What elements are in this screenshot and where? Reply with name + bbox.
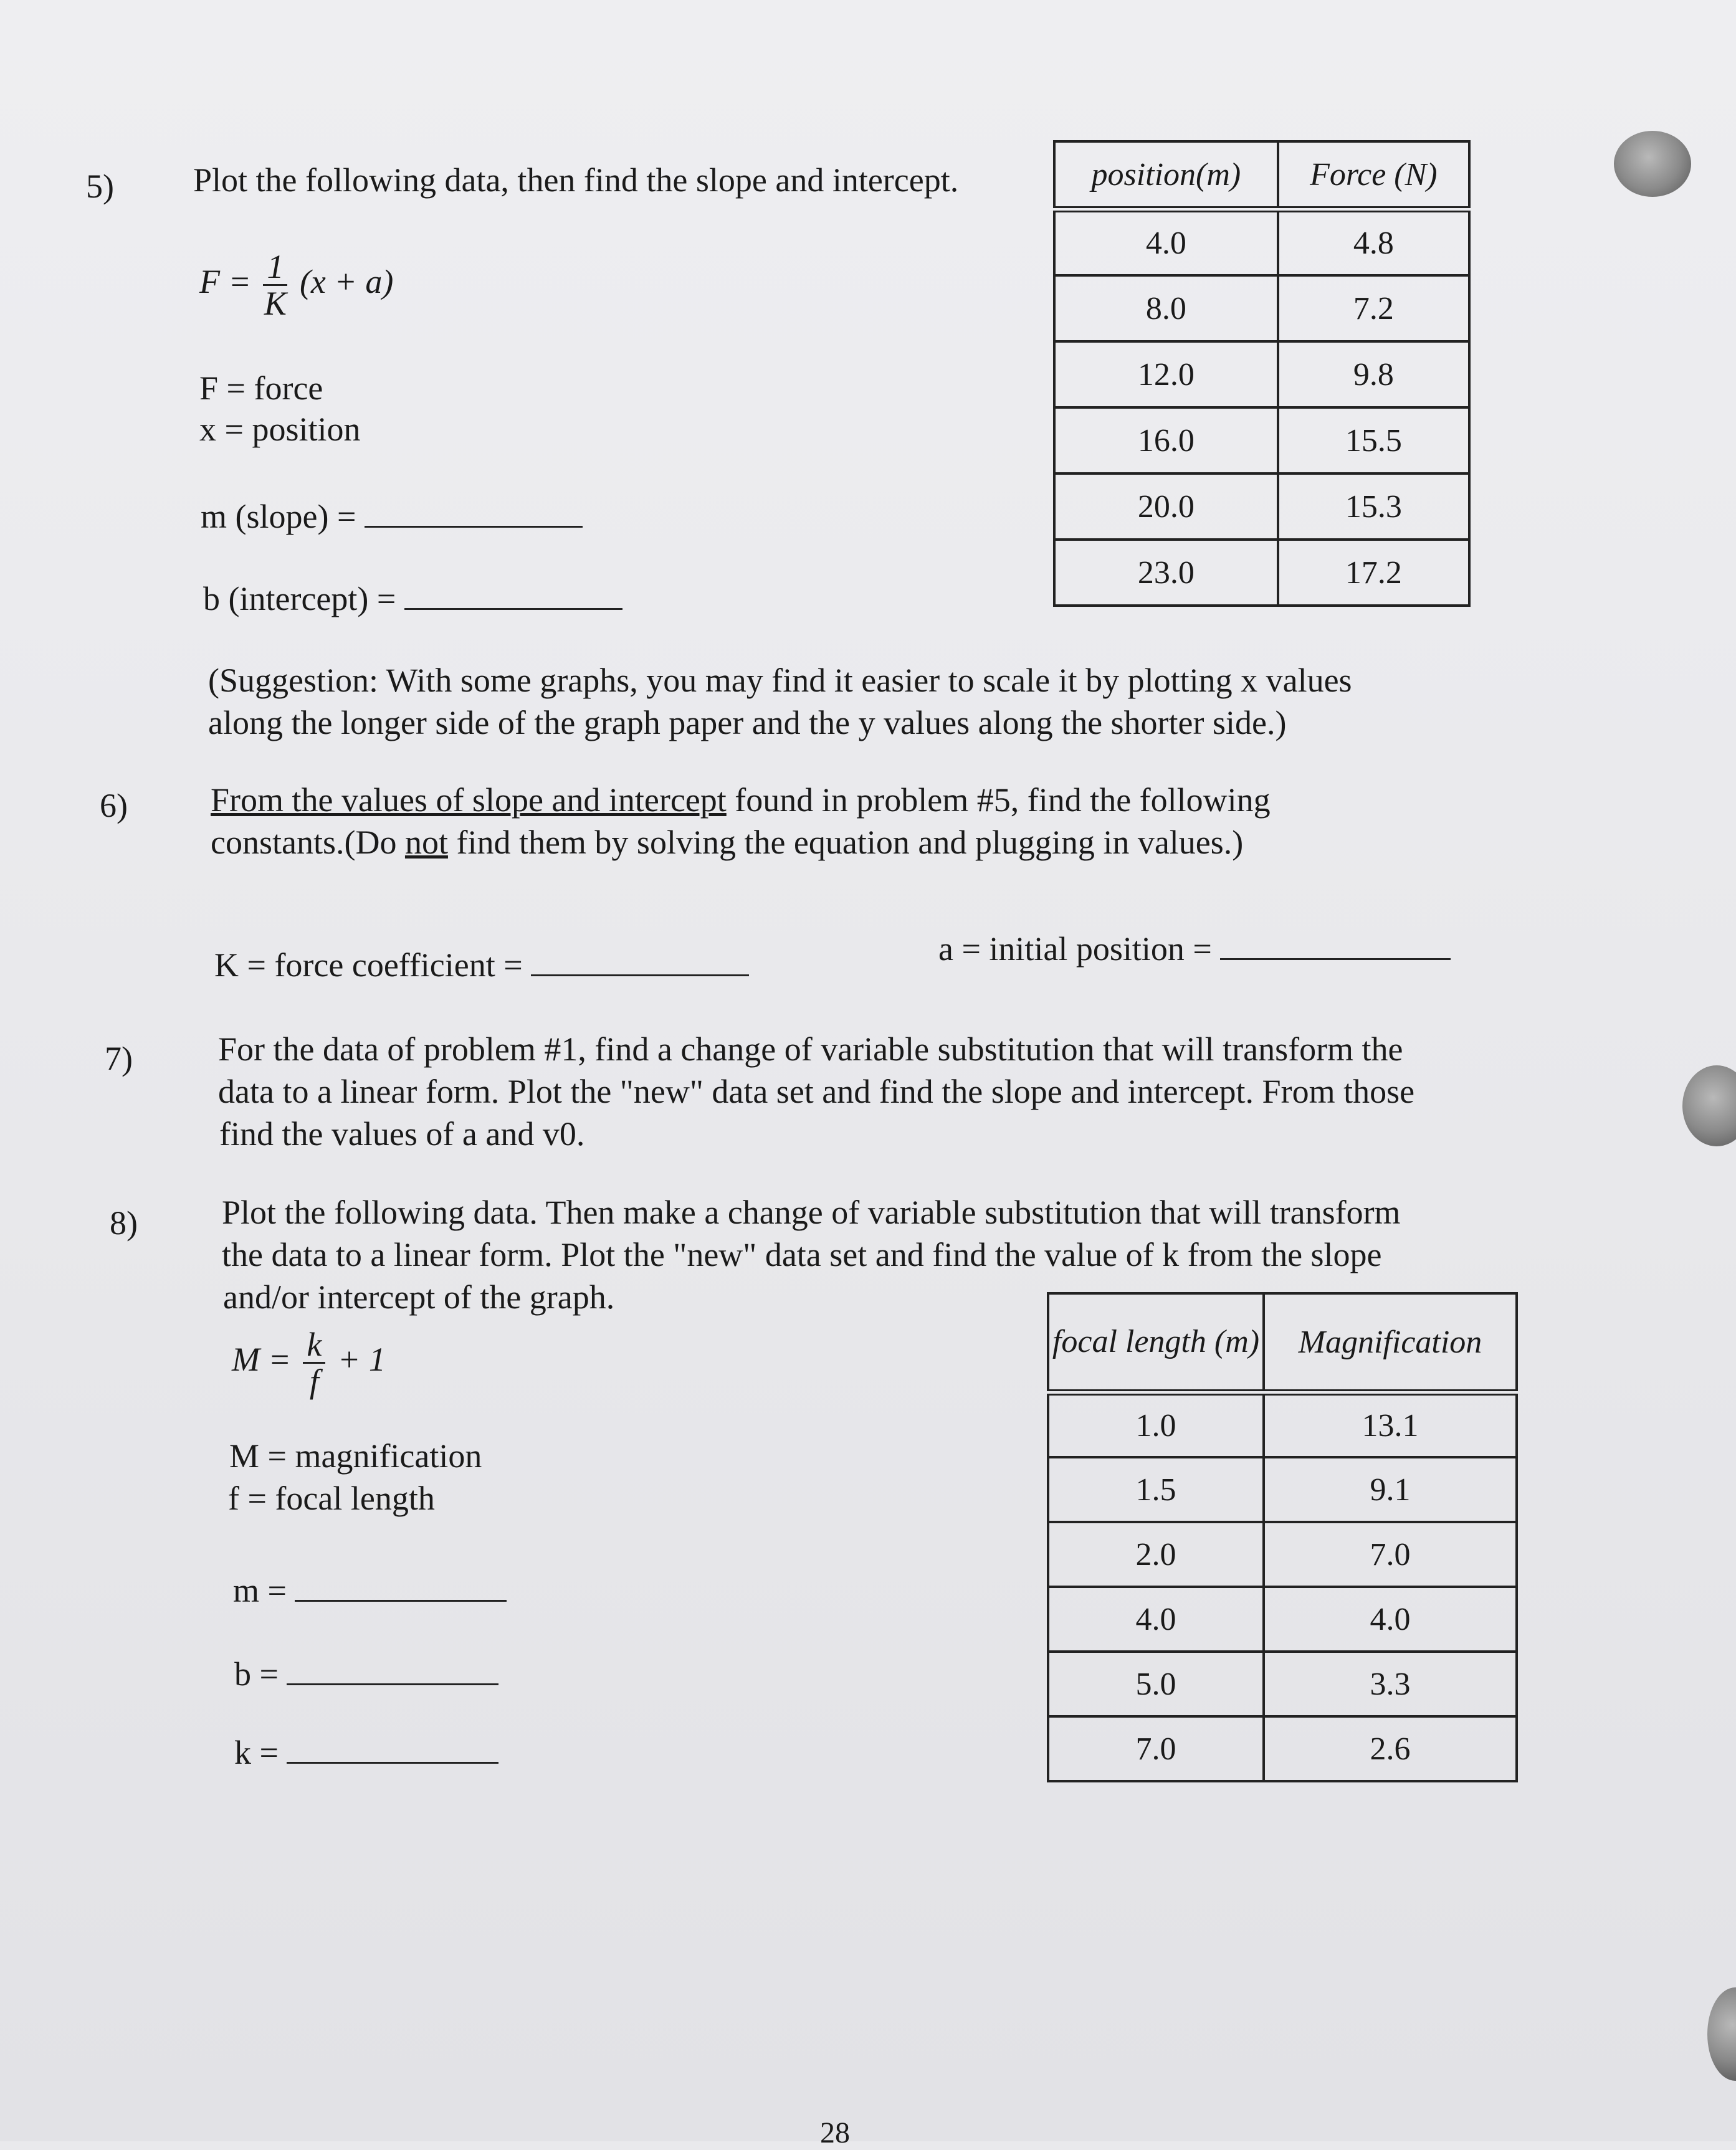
table-cell: 1.0 <box>1048 1392 1264 1457</box>
intercept-answer-line <box>203 578 622 621</box>
intercept-label: b (intercept) = <box>203 580 396 617</box>
initial-position-blank[interactable] <box>1220 933 1451 960</box>
problem-5-equation <box>199 249 393 321</box>
table-row <box>1054 407 1469 473</box>
definition-position: x = position <box>199 411 361 448</box>
table-cell: 4.8 <box>1278 209 1469 275</box>
problem-5-heading: Plot the following data, then find the slope and intercept. <box>193 161 959 199</box>
fraction-numerator: k <box>303 1327 325 1364</box>
table-row <box>1048 1522 1517 1587</box>
problem-7-line-1: For the data of problem #1, find a change of variable substitution that will transform the <box>218 1030 1403 1068</box>
problem-5-number: 5) <box>86 168 114 205</box>
table-cell: 8.0 <box>1054 275 1278 341</box>
m-label: m = <box>233 1572 287 1609</box>
fraction-numerator: 1 <box>263 249 287 286</box>
force-coefficient-line <box>214 944 749 987</box>
force-coefficient-label: K = force coefficient = <box>214 946 523 984</box>
table-row <box>1048 1457 1517 1522</box>
table-cell: 20.0 <box>1054 473 1278 540</box>
k-label: k = <box>234 1734 279 1771</box>
fraction-denominator: f <box>309 1363 319 1400</box>
definition-magnification: M = magnification <box>229 1437 482 1475</box>
b-answer-line <box>234 1653 498 1696</box>
focal-length-magnification-table <box>1047 1292 1518 1782</box>
problem-6-line-2 <box>211 821 1243 863</box>
problem-7-line-2: data to a linear form. Plot the "new" data set and find the slope and intercept. From those <box>218 1073 1415 1110</box>
table-cell: 16.0 <box>1054 407 1278 473</box>
binder-hole-top <box>1614 131 1691 197</box>
table-row <box>1054 341 1469 407</box>
position-force-table <box>1053 140 1471 607</box>
table-cell: 15.3 <box>1278 473 1469 540</box>
intercept-blank[interactable] <box>404 583 622 610</box>
problem-7-line-3: find the values of a and v0. <box>219 1115 585 1153</box>
slope-label: m (slope) = <box>201 498 356 535</box>
m-answer-line <box>233 1570 507 1612</box>
table-cell: 4.0 <box>1054 209 1278 275</box>
table-cell: 4.0 <box>1264 1587 1517 1652</box>
table-cell: 9.1 <box>1264 1457 1517 1522</box>
problem-7-number: 7) <box>105 1040 133 1077</box>
table-row <box>1048 1652 1517 1716</box>
table-header: Magnification <box>1264 1293 1517 1392</box>
table-cell: 7.2 <box>1278 275 1469 341</box>
table-cell: 2.0 <box>1048 1522 1264 1587</box>
table-row <box>1054 275 1469 341</box>
table-cell: 15.5 <box>1278 407 1469 473</box>
problem-8-number: 8) <box>110 1204 138 1242</box>
table-row <box>1054 473 1469 540</box>
table-row <box>1054 540 1469 606</box>
problem-6-number: 6) <box>100 787 128 824</box>
suggestion-line-2: along the longer side of the graph paper and the y values along the shorter side.) <box>208 704 1287 741</box>
table-cell: 9.8 <box>1278 341 1469 407</box>
table-cell: 13.1 <box>1264 1392 1517 1457</box>
table-cell: 12.0 <box>1054 341 1278 407</box>
b-blank[interactable] <box>287 1658 498 1685</box>
text-span: constants.(Do <box>211 824 405 861</box>
initial-position-label: a = initial position = <box>938 930 1212 968</box>
problem-8-line-1: Plot the following data. Then make a change of variable substitution that will transform <box>222 1194 1401 1231</box>
problem-6-line-1 <box>211 779 1271 821</box>
definition-force: F = force <box>199 369 323 407</box>
problem-6-underlined: From the values of slope and intercept <box>211 781 727 819</box>
underlined-not: not <box>404 824 448 861</box>
definition-focal-length: f = focal length <box>228 1480 435 1517</box>
force-coefficient-blank[interactable] <box>531 949 749 976</box>
page-number: 28 <box>820 2116 850 2149</box>
slope-blank[interactable] <box>365 501 583 528</box>
equation-fraction <box>263 249 287 321</box>
table-cell: 17.2 <box>1278 540 1469 606</box>
initial-position-line <box>938 928 1451 971</box>
table-row <box>1048 1392 1517 1457</box>
table-cell: 5.0 <box>1048 1652 1264 1716</box>
equation-fraction <box>303 1327 325 1399</box>
equation-lhs: F = <box>199 262 251 300</box>
table-cell: 4.0 <box>1048 1587 1264 1652</box>
equation-lhs: M = <box>232 1340 291 1378</box>
table-header: Force (N) <box>1278 141 1469 209</box>
table-cell: 2.6 <box>1264 1716 1517 1781</box>
table-cell: 23.0 <box>1054 540 1278 606</box>
table-row <box>1054 209 1469 275</box>
k-blank[interactable] <box>287 1737 498 1764</box>
problem-8-equation <box>232 1327 386 1399</box>
problem-8-line-3: and/or intercept of the graph. <box>223 1278 615 1316</box>
slope-answer-line <box>201 496 583 538</box>
table-cell: 3.3 <box>1264 1652 1517 1716</box>
table-row <box>1048 1587 1517 1652</box>
table-header: position(m) <box>1054 141 1278 209</box>
problem-6-line-1-rest: found in problem #5, find the following <box>735 781 1271 819</box>
equation-rhs: (x + a) <box>299 262 394 300</box>
m-blank[interactable] <box>295 1575 507 1602</box>
equation-rhs: + 1 <box>337 1340 386 1378</box>
table-cell: 1.5 <box>1048 1457 1264 1522</box>
table-cell: 7.0 <box>1264 1522 1517 1587</box>
table-cell: 7.0 <box>1048 1716 1264 1781</box>
k-answer-line <box>234 1732 498 1774</box>
suggestion-line-1: (Suggestion: With some graphs, you may find it easier to scale it by plotting x values <box>208 662 1352 699</box>
problem-8-line-2: the data to a linear form. Plot the "new" data set and find the value of k from the slope <box>222 1236 1382 1273</box>
table-header: focal length (m) <box>1048 1293 1264 1392</box>
text-span: find them by solving the equation and plugging in values.) <box>447 824 1244 861</box>
table-row <box>1048 1716 1517 1781</box>
b-label: b = <box>234 1655 279 1693</box>
fraction-denominator: K <box>264 285 287 322</box>
